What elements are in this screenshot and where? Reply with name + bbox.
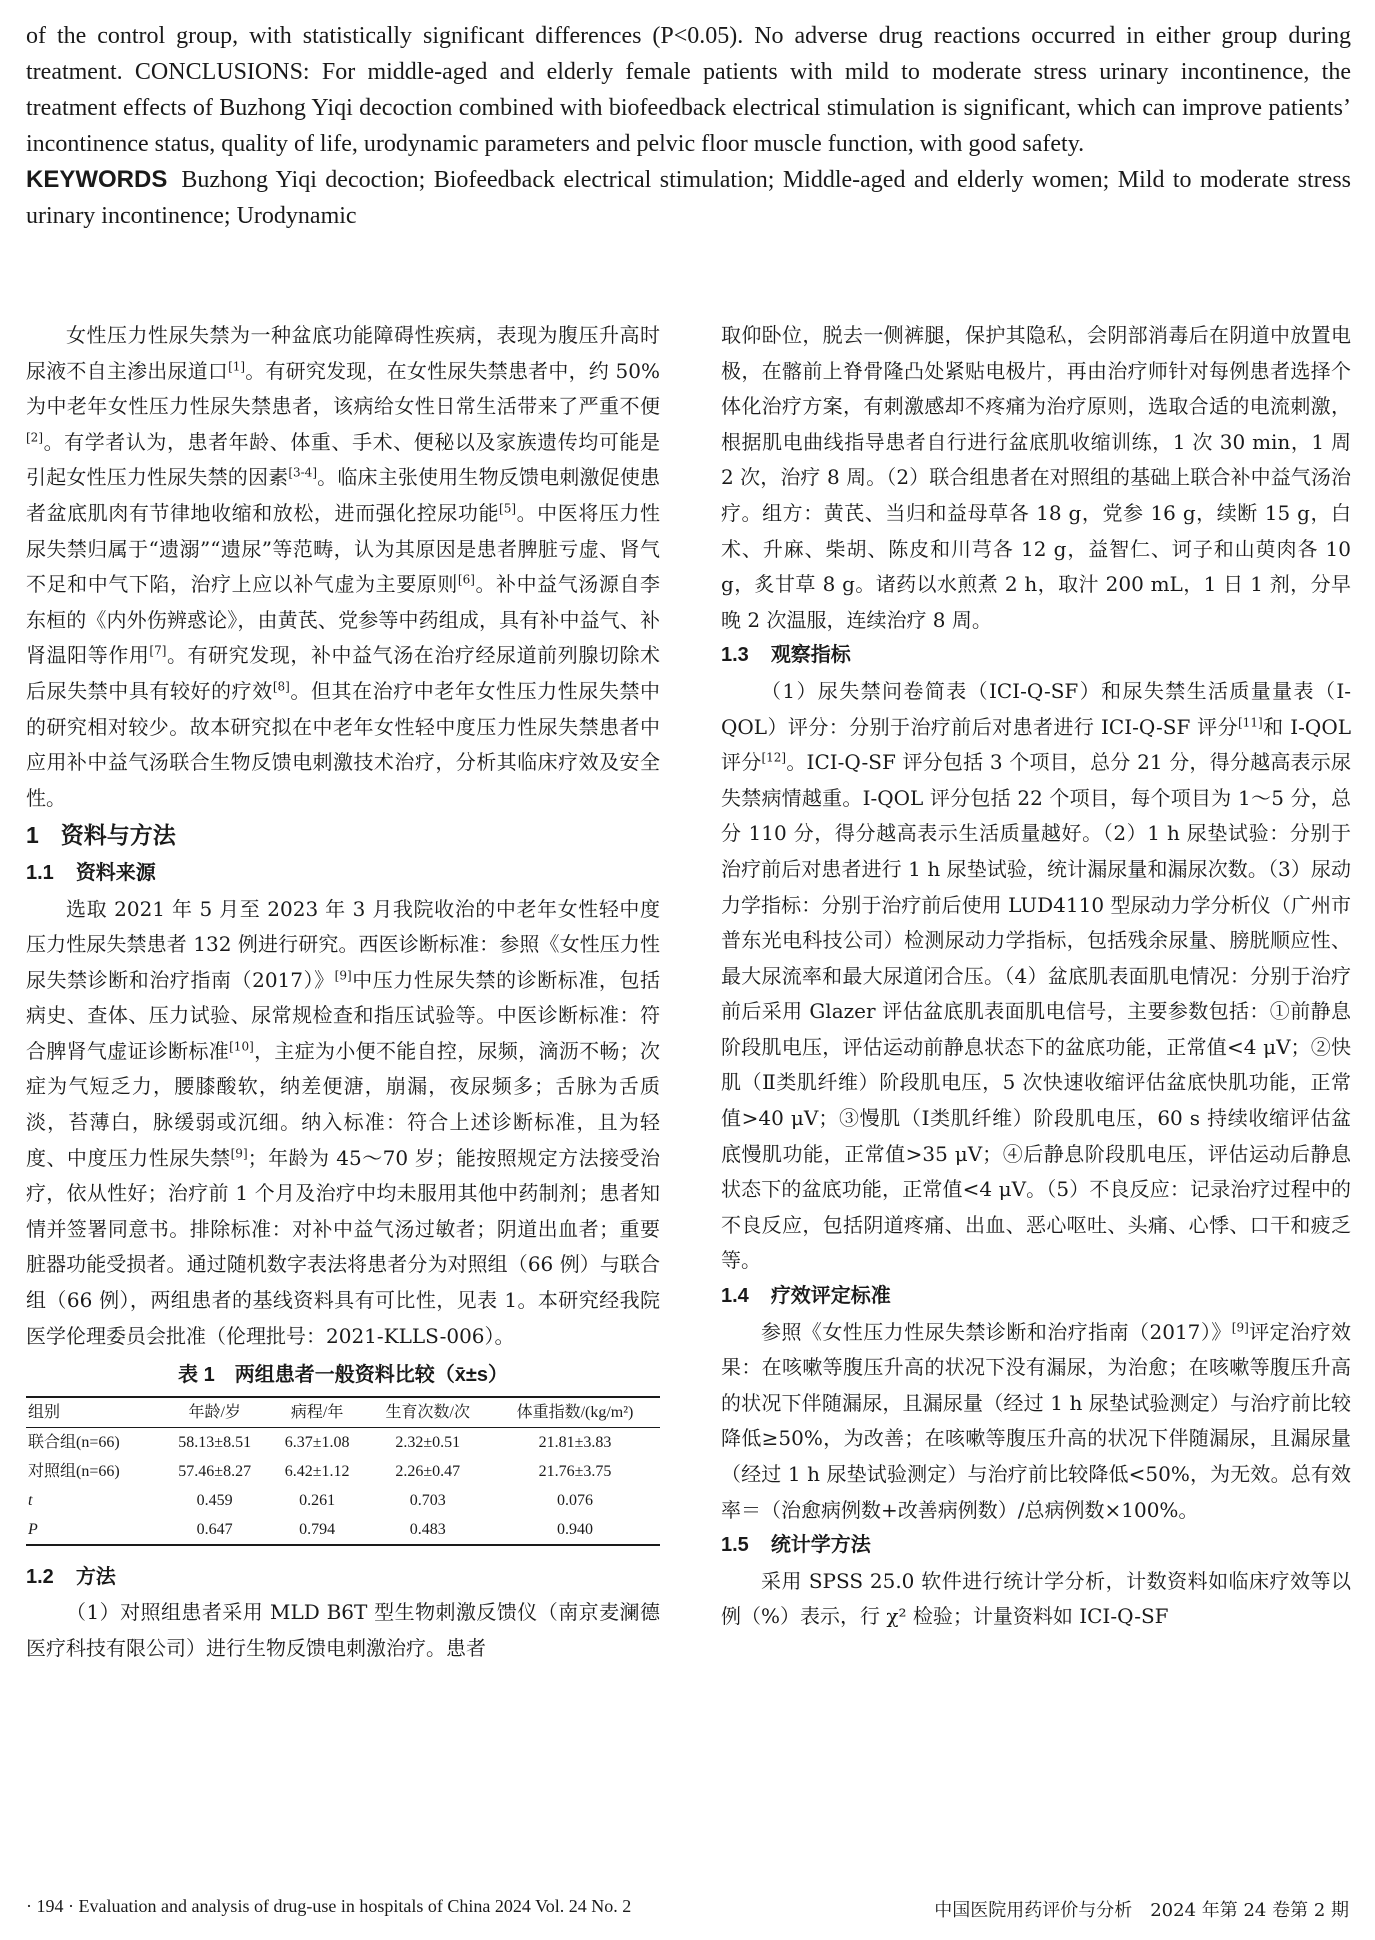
- table-row: t 0.459 0.261 0.703 0.076: [28, 1491, 593, 1509]
- footer-journal-english: · 194 · Evaluation and analysis of drug-use in hospitals of China 2024 Vol. 24 No. 2: [26, 1896, 632, 1916]
- table-header-cell: 组别: [26, 1397, 161, 1428]
- abstract-results-text: of the control group, with statistically significant differences (P<0.05). No adverse drug reactions occurred in either group during treatment.: [26, 23, 1351, 85]
- table-row: P 0.647 0.794 0.483 0.940: [26, 1515, 660, 1545]
- english-abstract: [26, 18, 1351, 234]
- citation: [11]: [1238, 714, 1263, 729]
- citation: [10]: [229, 1039, 254, 1054]
- section-1-1-paragraph: 选取 2021 年 5 月至 2023 年 3 月我院收治的中老年女性轻中度压力性尿失禁患者 132 例进行研究。西医诊断标准：参照《女性压力性尿失禁诊断和治疗指南（2017）》[9]中压力性尿失禁的诊断标准，包括病史、查体、压力试验、尿常规检查和指压试验等。中医诊断标准：符合脾肾气虚证诊断标准[10]，主症为小便不能自控，尿频，滴沥不畅；次症为气短乏力，腰膝酸软，纳差便溏，崩漏，夜尿频多；舌脉为舌质淡，苔薄白，脉缓弱或沉细。纳入标准：符合上述诊断标准，且为轻度、中度压力性尿失禁[9]；年龄为 45～70 岁；能按照规定方法接受治疗，依从性好；治疗前 1 个月及治疗中均未服用其他中药制剂；患者知情并签署同意书。排除标准：对补中益气汤过敏者；阴道出血者；重要脏器功能受损者。通过随机数字表法将患者分为对照组（66 例）与联合组（66 例），两组患者的基线资料具有可比性，见表 1。本研究经我院医学伦理委员会批准（伦理批号：2021-KLLS-006）。: [26, 896, 661, 1348]
- citation: [6]: [457, 572, 475, 587]
- citation: [9]: [1231, 1319, 1249, 1334]
- section-1-3-paragraph: （1）尿失禁问卷简表（ICI-Q-SF）和尿失禁生活质量量表（I-QOL）评分：分别于治疗前后对患者进行 ICI-Q-SF 评分[11]和 I-QOL 评分[12]。ICI-Q-SF 评分包括 3 个项目，总分 21 分，得分越高表示尿失禁病情越重。I-QOL 评分包括 22 个项目，每个项目为 1～5 分，总分 110 分，得分越高表示生活质量越好。（2）1 h 尿垫试验：分别于治疗前后对患者进行 1 h 尿垫试验，统计漏尿量和漏尿次数。（3）尿动力学指标：分别于治疗前后使用 LUD4110 型尿动力学分析仪（广州市普东光电科技公司）检测尿动力学指标，包括残余尿量、膀胱顺应性、最大尿流率和最大尿道闭合压。（4）盆底肌表面肌电情况：分别于治疗前后采用 Glazer 评估盆底肌表面肌电信号，主要参数包括：①前静息阶段肌电压，评估运动前静息状态下的盆底功能，正常值<4 μV；②快肌（Ⅱ类肌纤维）阶段肌电压，5 次快速收缩评估盆底快肌功能，正常值>40 μV；③慢肌（Ⅰ类肌纤维）阶段肌电压，60 s 持续收缩评估盆底慢肌功能，正常值>35 μV；④后静息阶段肌电压，评估运动后静息状态下的盆底功能，正常值<4 μV。（5）不良反应：记录治疗过程中的不良反应，包括阴道疼痛、出血、恶心呕吐、头痛、心悸、口干和疲乏等。: [721, 678, 1351, 1273]
- citation: [3-4]: [288, 465, 317, 480]
- section-1-2-heading: 1.2 方法: [26, 1565, 116, 1588]
- citation: [2]: [26, 430, 43, 445]
- table-1: [26, 1396, 660, 1546]
- abstract-conclusions-label: CONCLUSIONS:: [134, 59, 310, 85]
- keywords-label: KEYWORDS: [26, 166, 168, 193]
- table-row: 对照组(n=66) 57.46±8.27 6.42±1.12 2.26±0.47 21.76±3.75: [28, 1462, 612, 1480]
- abstract-conclusions-text: For middle-aged and elderly female patients with mild to moderate stress urinary incontinence, the treatment effects of Buzhong Yiqi decoction combined with biofeedback electrical stimulation is significant, which can improve patients’ incontinence status, quality of life, urodynamic parameters and pelvic floor muscle function, with good safety.: [26, 59, 1351, 157]
- intro-paragraph: 女性压力性尿失禁为一种盆底功能障碍性疾病，表现为腹压升高时尿液不自主渗出尿道口[1]。有研究发现，在女性尿失禁患者中，约 50% 为中老年女性压力性尿失禁患者，该病给女性日常生活带来了严重不便[2]。有学者认为，患者年龄、体重、手术、便秘以及家族遗传均可能是引起女性压力性尿失禁的因素[3-4]。临床主张使用生物反馈电刺激促使患者盆底肌肉有节律地收缩和放松，进而强化控尿功能[5]。中医将压力性尿失禁归属于“遗溺”“遗尿”等范畴，认为其原因是患者脾脏亏虚、肾气不足和中气下陷，治疗上应以补气虚为主要原则[6]。补中益气汤源自李东桓的《内外伤辨惑论》，由黄芪、党参等中药组成，具有补中益气、补肾温阳等作用[7]。有研究发现，补中益气汤在治疗经尿道前列腺切除术后尿失禁中具有较好的疗效[8]。但其在治疗中老年女性压力性尿失禁中的研究相对较少。故本研究拟在中老年女性轻中度压力性尿失禁患者中应用补中益气汤联合生物反馈电刺激技术治疗，分析其临床疗效及安全性。: [26, 323, 661, 810]
- section-1-5-paragraph: 采用 SPSS 25.0 软件进行统计学分析，计数资料如临床疗效等以例（%）表示，行 χ² 检验；计量资料如 ICI-Q-SF: [721, 1568, 1351, 1629]
- citation: [12]: [761, 750, 787, 765]
- table-header-cell: 体重指数/(kg/m²): [490, 1397, 660, 1428]
- section-1-4-paragraph: 参照《女性压力性尿失禁诊断和治疗指南（2017）》[9]评定治疗效果：在咳嗽等腹压升高的状况下没有漏尿，为治愈；在咳嗽等腹压升高的状况下伴随漏尿，且漏尿量（经过 1 h 尿垫试验测定）与治疗前比较降低≥50%，为改善；在咳嗽等腹压升高的状况下伴随漏尿，且漏尿量（经过 1 h 尿垫试验测定）与治疗前比较降低<50%，为无效。总有效率＝（治愈病例数+改善病例数）/总病例数×100%。: [721, 1319, 1352, 1522]
- table-header-cell: 生育次数/次: [366, 1397, 490, 1428]
- table-row: 联合组(n=66) 58.13±8.51 6.37±1.08 2.32±0.51 21.81±3.83: [28, 1433, 612, 1451]
- section-1-5-heading: 1.5 统计学方法: [721, 1534, 871, 1557]
- section-1-heading: 1 资料与方法: [26, 822, 176, 849]
- section-1-3-heading: 1.3 观察指标: [721, 644, 851, 667]
- section-1-1-heading: 1.1 资料来源: [26, 861, 156, 884]
- citation: [9]: [334, 968, 352, 983]
- citation: [5]: [499, 501, 517, 516]
- section-1-4-heading: 1.4 疗效评定标准: [721, 1285, 891, 1308]
- citation: [7]: [149, 643, 167, 658]
- table-header-row: [26, 1397, 660, 1428]
- section-1-2-paragraph: （1）对照组患者采用 MLD B6T 型生物刺激反馈仪（南京麦澜德医疗科技有限公司）进行生物反馈电刺激治疗。患者: [26, 1600, 660, 1660]
- table-1-title: 表 1 两组患者一般资料比较（x̄±s）: [178, 1364, 508, 1387]
- left-column: [26, 318, 660, 1667]
- right-column: [721, 318, 1351, 1635]
- table-header-cell: 年龄/岁: [161, 1397, 269, 1428]
- keywords-text: Buzhong Yiqi decoction; Biofeedback electrical stimulation; Middle-aged and elderly women; Mild to moderate stress urinary incontinence; Urodynamic: [26, 167, 1351, 229]
- footer-journal-chinese: 中国医院用药评价与分析 2024 年第 24 卷第 2 期: [934, 1900, 1349, 1921]
- table-header-cell: 病程/年: [269, 1397, 366, 1428]
- citation: [1]: [228, 358, 246, 373]
- citation: [9]: [230, 1146, 248, 1160]
- section-1-2-continued: 取仰卧位，脱去一侧裤腿，保护其隐私，会阴部消毒后在阴道中放置电极，在髂前上脊骨隆凸处紧贴电极片，再由治疗师针对每例患者选择个体化治疗方案，有刺激感却不疼痛为治疗原则，选取合适的电流刺激，根据肌电曲线指导患者自行进行盆底肌收缩训练，1 次 30 min，1 周 2 次，治疗 8 周。（2）联合组患者在对照组的基础上联合补中益气汤治疗。组方：黄芪、当归和益母草各 18 g，党参 16 g，续断 15 g，白术、升麻、柴胡、陈皮和川芎各 12 g，益智仁、诃子和山萸肉各 10 g，炙甘草 8 g。诸药以水煎煮 2 h，取汁 200 mL，1 日 1 剂，分早晚 2 次温服，连续治疗 8 周。: [721, 323, 1351, 632]
- citation: [8]: [272, 679, 290, 694]
